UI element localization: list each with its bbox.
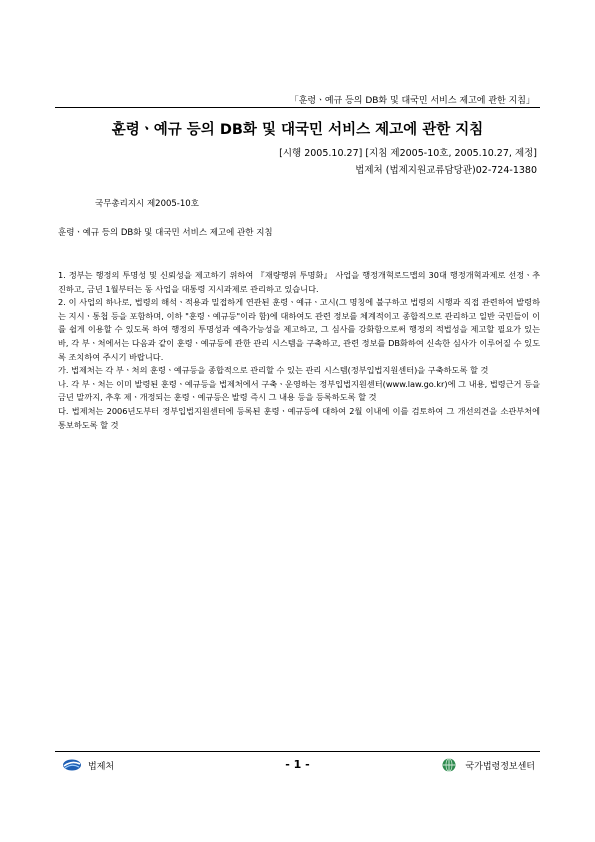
document-subject: 훈령ㆍ예규 등의 DB화 및 대국민 서비스 제고에 관한 지침 (58, 228, 273, 238)
directive-number: 국무총리지시 제2005-10호 (95, 199, 199, 209)
footer-org-name: 법제처 (88, 761, 115, 772)
paragraph-1: 1. 정부는 행정의 투명성 및 신뢰성을 제고하기 위하여 『재량행위 투명화』 사업을 행정개혁로드맵의 30대 행정개혁과제로 선정ㆍ추진하고, 금년 1월부터는 동 사업을 대통령 지시과제로 관리하고 있습니다. (58, 270, 540, 294)
footer-divider (55, 751, 540, 752)
header-divider (55, 107, 540, 108)
footer-center-name: 국가법령정보센터 (465, 761, 535, 772)
enactment-info: [시행 2005.10.27] [지침 제2005-10호, 2005.10.27, 제정] (279, 148, 537, 159)
footer-right (439, 758, 535, 772)
paragraph-ga: 가. 법제처는 각 부ㆍ처의 훈령ㆍ예규등을 종합적으로 관리할 수 있는 관리 시스템(정부입법지원센터)을 구축하도록 할 것 (58, 365, 489, 376)
paragraph-da: 다. 법제처는 2006년도부터 정부입법지원센터에 등록된 훈령ㆍ예규등에 대하여 2월 이내에 이를 검토하여 그 개선의견을 소관부처에 통보하도록 할 것 (58, 405, 540, 430)
globe-logo-icon (439, 758, 459, 772)
document-title: 훈령ㆍ예규 등의 DB화 및 대국민 서비스 제고에 관한 지침 (111, 122, 484, 138)
document-body (58, 269, 540, 432)
page-number: - 1 - (285, 758, 310, 771)
running-header: 「훈령ㆍ예규 등의 DB화 및 대국민 서비스 제고에 관한 지침」 (289, 96, 535, 106)
agency-contact: 법제처 (법제지원교류담당관)02-724-1380 (355, 165, 537, 176)
paragraph-na: 나. 각 부ㆍ처는 이미 발령된 훈령ㆍ예규등을 법제처에서 구축ㆍ운영하는 정부입법지원센터(www.law.go.kr)에 그 내용, 법령근거 등을 금년 말까지, 추후 제ㆍ개정되는 훈령ㆍ예규등은 발령 즉시 그 내용 등을 등록하도록 할 것 (58, 378, 540, 403)
paragraph-2: 2. 이 사업의 하나로, 법령의 해석ㆍ적용과 밀접하게 연관된 훈령ㆍ예규ㆍ고시(그 명칭에 불구하고 법령의 시행과 직접 관련하여 발령하는 지시ㆍ통첩 등을 포함하며, 이하 "훈령ㆍ예규등"이라 함)에 대하여도 관련 정보를 체계적이고 종합적으로 관리하고 일반 국민들이 이를 쉽게 이용할 수 있도록 하여 행정의 투명성과 예측가능성을 제고하고, 그 심사를 강화함으로써 행정의 적법성을 제고할 필요가 있는 바, 각 부ㆍ처에서는 다음과 같이 훈령ㆍ예규등에 관한 관리 시스템을 구축하고, 관련 정보를 DB화하여 신속한 심사가 이루어질 수 있도록 조치하여 주시기 바랍니다. (58, 297, 540, 362)
